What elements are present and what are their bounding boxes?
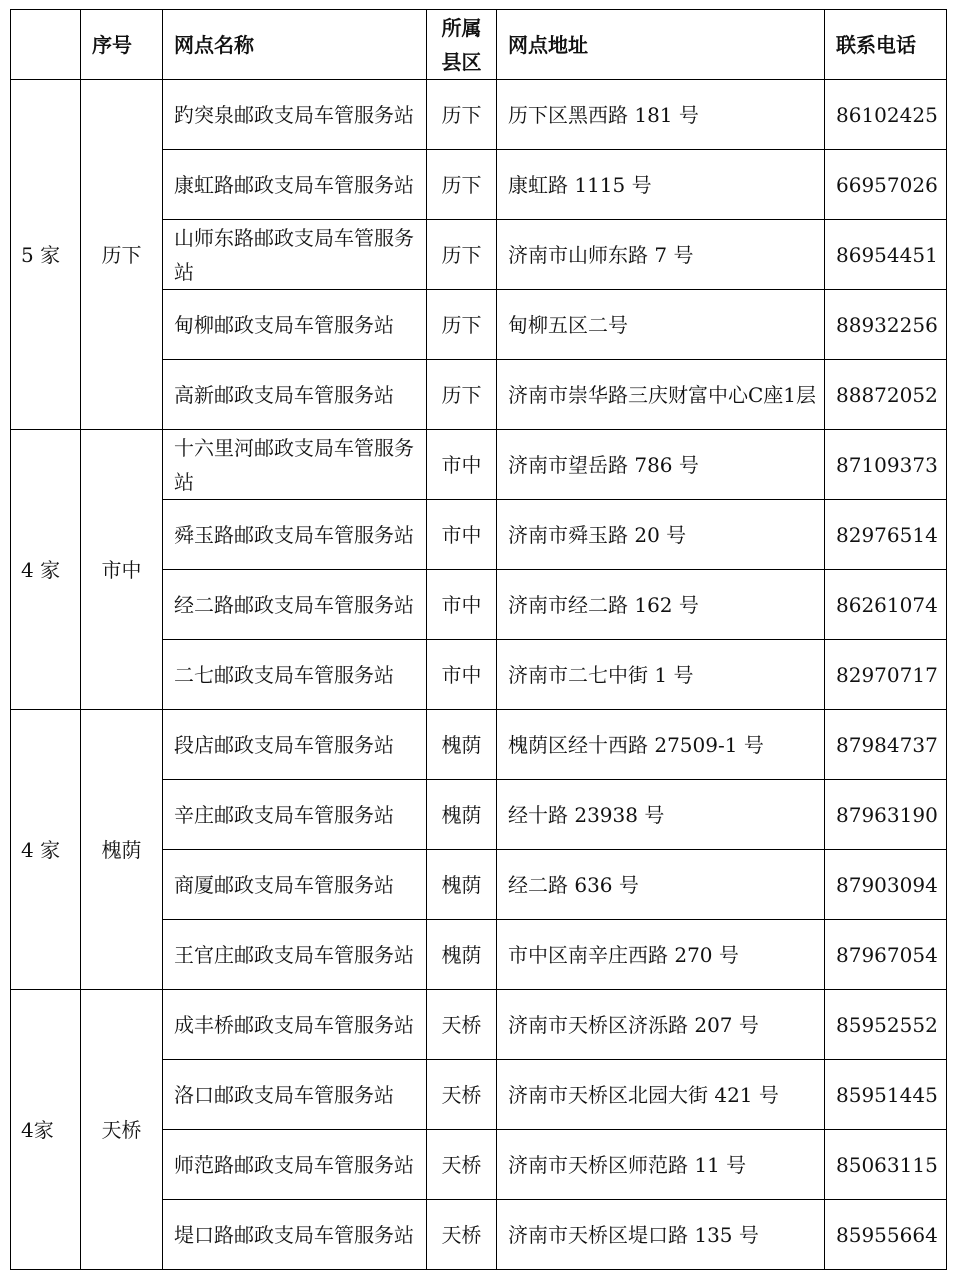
station-county: 天桥: [427, 1130, 497, 1200]
station-address: 济南市天桥区堤口路 135 号: [497, 1200, 825, 1270]
station-address: 康虹路 1115 号: [497, 150, 825, 220]
station-phone: 86102425: [825, 80, 947, 150]
station-phone: 85955664: [825, 1200, 947, 1270]
group-count: 4 家: [11, 430, 81, 710]
station-phone: 85063115: [825, 1130, 947, 1200]
header-county: 所属县区: [427, 10, 497, 80]
station-name: 趵突泉邮政支局车管服务站: [163, 80, 427, 150]
station-name: 成丰桥邮政支局车管服务站: [163, 990, 427, 1060]
station-county: 槐荫: [427, 780, 497, 850]
station-address: 济南市崇华路三庆财富中心C座1层: [497, 360, 825, 430]
station-phone: 87109373: [825, 430, 947, 500]
station-name: 师范路邮政支局车管服务站: [163, 1130, 427, 1200]
header-seq: 序号: [81, 10, 163, 80]
station-name: 经二路邮政支局车管服务站: [163, 570, 427, 640]
station-name: 二七邮政支局车管服务站: [163, 640, 427, 710]
station-name: 段店邮政支局车管服务站: [163, 710, 427, 780]
station-county: 天桥: [427, 990, 497, 1060]
station-address: 济南市二七中街 1 号: [497, 640, 825, 710]
station-name: 堤口路邮政支局车管服务站: [163, 1200, 427, 1270]
table-row: [11, 710, 947, 780]
group-count: 5 家: [11, 80, 81, 430]
header-blank: [11, 10, 81, 80]
station-address: 市中区南辛庄西路 270 号: [497, 920, 825, 990]
station-address: 济南市天桥区济泺路 207 号: [497, 990, 825, 1060]
station-name: 洛口邮政支局车管服务站: [163, 1060, 427, 1130]
station-address: 槐荫区经十西路 27509-1 号: [497, 710, 825, 780]
station-county: 市中: [427, 570, 497, 640]
station-address: 济南市天桥区师范路 11 号: [497, 1130, 825, 1200]
station-phone: 87984737: [825, 710, 947, 780]
station-county: 天桥: [427, 1060, 497, 1130]
header-name: 网点名称: [163, 10, 427, 80]
station-phone: 85952552: [825, 990, 947, 1060]
station-phone: 82976514: [825, 500, 947, 570]
station-phone: 88932256: [825, 290, 947, 360]
header-address: 网点地址: [497, 10, 825, 80]
station-county: 槐荫: [427, 710, 497, 780]
station-name: 商厦邮政支局车管服务站: [163, 850, 427, 920]
station-address: 历下区黑西路 181 号: [497, 80, 825, 150]
station-name: 高新邮政支局车管服务站: [163, 360, 427, 430]
station-address: 甸柳五区二号: [497, 290, 825, 360]
station-name: 舜玉路邮政支局车管服务站: [163, 500, 427, 570]
group-count: 4家: [11, 990, 81, 1270]
station-address: 经二路 636 号: [497, 850, 825, 920]
station-address: 济南市舜玉路 20 号: [497, 500, 825, 570]
station-phone: 87967054: [825, 920, 947, 990]
group-district: 槐荫: [81, 710, 163, 990]
station-name: 甸柳邮政支局车管服务站: [163, 290, 427, 360]
service-station-table: [10, 9, 947, 1270]
table-row: [11, 990, 947, 1060]
header-phone: 联系电话: [825, 10, 947, 80]
station-county: 历下: [427, 150, 497, 220]
station-phone: 82970717: [825, 640, 947, 710]
station-address: 济南市天桥区北园大街 421 号: [497, 1060, 825, 1130]
station-name: 辛庄邮政支局车管服务站: [163, 780, 427, 850]
station-phone: 66957026: [825, 150, 947, 220]
group-count: 4 家: [11, 710, 81, 990]
table-row: [11, 80, 947, 150]
station-phone: 87963190: [825, 780, 947, 850]
station-county: 历下: [427, 360, 497, 430]
station-name: 康虹路邮政支局车管服务站: [163, 150, 427, 220]
station-county: 历下: [427, 80, 497, 150]
table-row: [11, 430, 947, 500]
station-county: 市中: [427, 640, 497, 710]
station-phone: 86261074: [825, 570, 947, 640]
station-county: 市中: [427, 500, 497, 570]
header-row: [11, 10, 947, 80]
group-district: 市中: [81, 430, 163, 710]
station-name: 山师东路邮政支局车管服务站: [163, 220, 427, 290]
group-district: 历下: [81, 80, 163, 430]
station-county: 市中: [427, 430, 497, 500]
station-name: 十六里河邮政支局车管服务站: [163, 430, 427, 500]
station-phone: 87903094: [825, 850, 947, 920]
table-body: [11, 80, 947, 1270]
station-address: 济南市山师东路 7 号: [497, 220, 825, 290]
station-county: 历下: [427, 220, 497, 290]
station-address: 济南市经二路 162 号: [497, 570, 825, 640]
station-name: 王官庄邮政支局车管服务站: [163, 920, 427, 990]
station-phone: 86954451: [825, 220, 947, 290]
station-county: 槐荫: [427, 920, 497, 990]
station-phone: 88872052: [825, 360, 947, 430]
group-district: 天桥: [81, 990, 163, 1270]
station-county: 天桥: [427, 1200, 497, 1270]
station-address: 经十路 23938 号: [497, 780, 825, 850]
station-address: 济南市望岳路 786 号: [497, 430, 825, 500]
station-county: 历下: [427, 290, 497, 360]
station-phone: 85951445: [825, 1060, 947, 1130]
station-county: 槐荫: [427, 850, 497, 920]
